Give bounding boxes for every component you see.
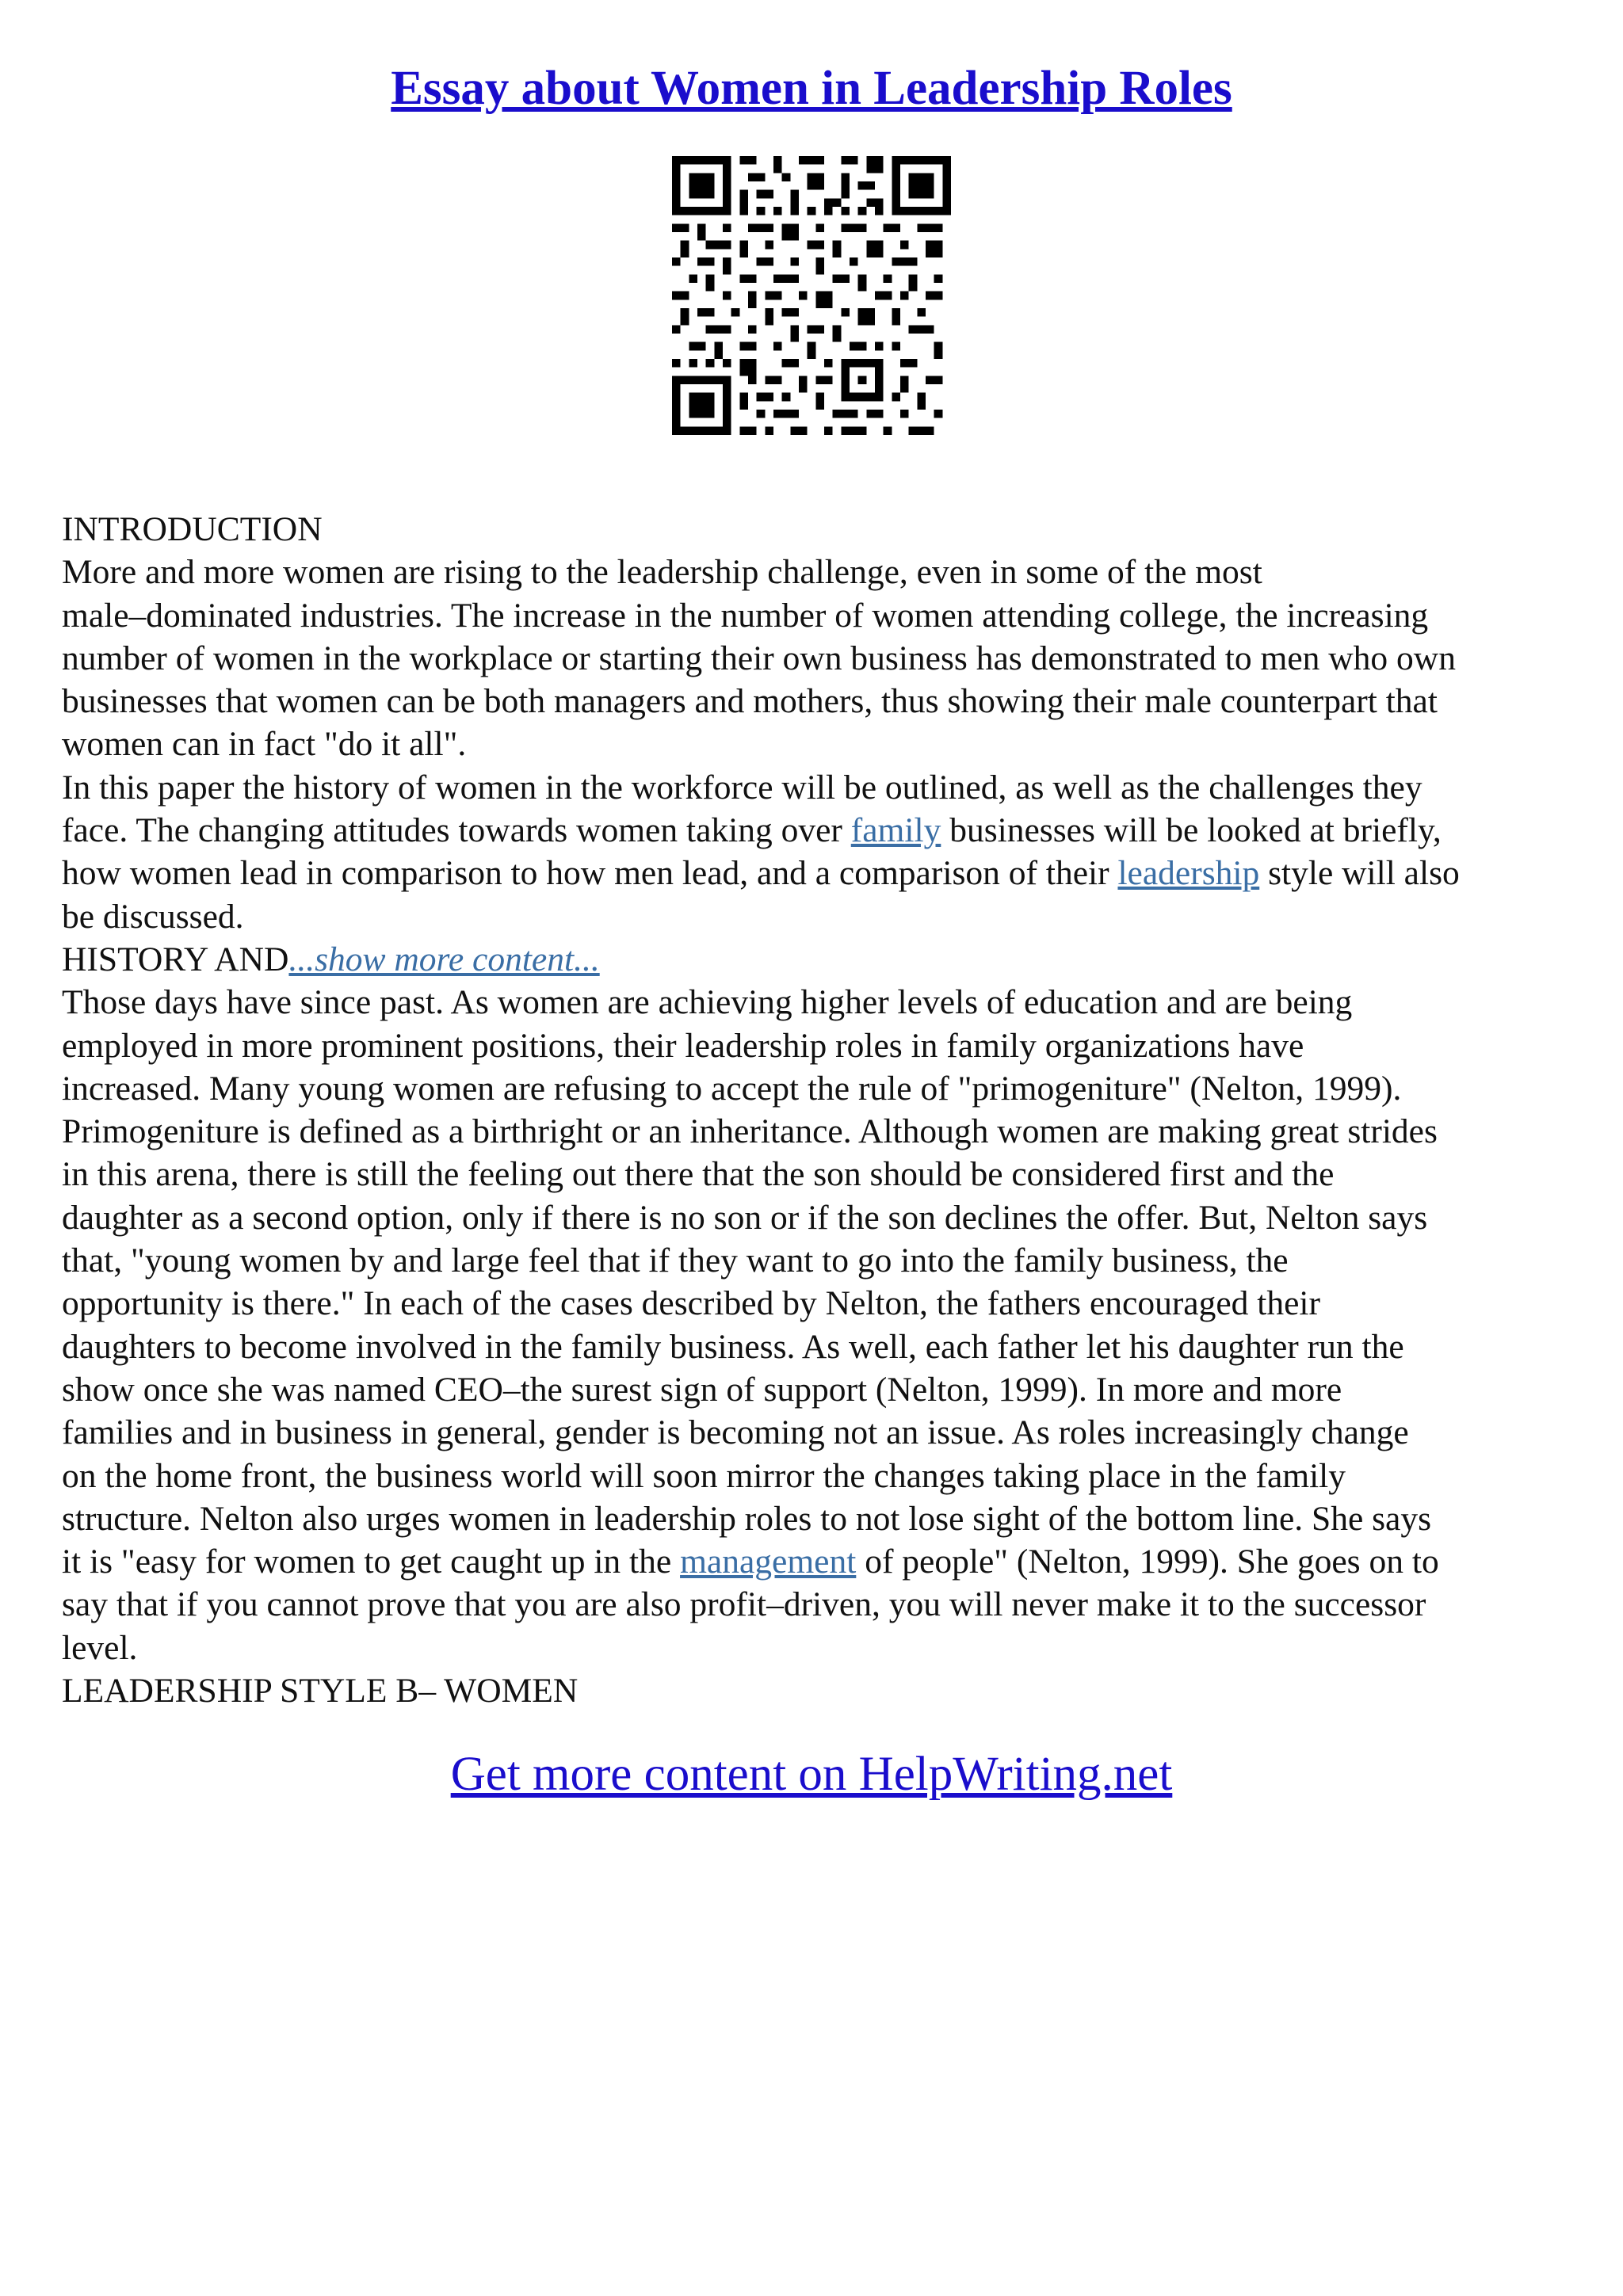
paragraph-line: employed in more prominent positions, their leadership roles in family organizations have — [62, 1026, 1304, 1065]
paragraph-line: show once she was named CEO–the surest sign of support (Nelton, 1999). In more and more — [62, 1370, 1342, 1409]
text-segment: face. The changing attitudes towards women taking over — [62, 811, 851, 850]
paragraph-line: in this arena, there is still the feeling out there that the son should be considered first and the — [62, 1155, 1335, 1194]
text-segment: businesses will be looked at briefly, — [941, 811, 1442, 850]
paragraph-line — [62, 852, 1568, 894]
footer — [0, 1743, 1623, 1806]
get-more-content-link[interactable]: Get more content on HelpWriting.net — [450, 1748, 1173, 1801]
text-segment: style will also — [1259, 854, 1460, 893]
paragraph-line: number of women in the workplace or starting their own business has demonstrated to men who own — [62, 639, 1456, 677]
text-segment: of people" (Nelton, 1999). She goes on to — [856, 1543, 1439, 1581]
family-link[interactable]: family — [850, 811, 941, 850]
paragraph-line: businesses that women can be both managers and mothers, thus showing their male counterpart that — [62, 682, 1438, 721]
page-title — [0, 57, 1623, 120]
section-heading-leadership-style: LEADERSHIP STYLE B– WOMEN — [62, 1672, 579, 1711]
section-heading-introduction: INTRODUCTION — [62, 510, 323, 548]
paragraph-line: level. — [62, 1628, 138, 1667]
show-more-link[interactable]: ...show more content... — [288, 940, 600, 978]
paragraph-line: on the home front, the business world will soon mirror the changes taking place in the family — [62, 1456, 1346, 1495]
text-segment: it is "easy for women to get caught up in the — [62, 1543, 681, 1581]
qr-code-icon — [672, 156, 951, 435]
paragraph-line: opportunity is there." In each of the cases described by Nelton, the fathers encouraged their — [62, 1284, 1321, 1323]
section-heading-history — [62, 938, 1568, 981]
paragraph-line: More and more women are rising to the leadership challenge, even in some of the most — [62, 553, 1262, 592]
paragraph-line: daughters to become involved in the family business. As well, each father let his daughter run the — [62, 1327, 1404, 1366]
paragraph-line: male–dominated industries. The increase in the number of women attending college, the increasing — [62, 596, 1429, 635]
paragraph-line: Those days have since past. As women are achieving higher levels of education and are being — [62, 983, 1353, 1022]
paragraph-line: families and in business in general, gender is becoming not an issue. As roles increasingly change — [62, 1413, 1409, 1452]
text-segment: HISTORY AND — [62, 940, 289, 978]
paragraph-line: structure. Nelton also urges women in leadership roles to not lose sight of the bottom line. She says — [62, 1499, 1432, 1538]
title-link[interactable]: Essay about Women in Leadership Roles — [391, 62, 1232, 115]
paragraph-line: increased. Many young women are refusing to accept the rule of "primogeniture" (Nelton, 1999). — [62, 1069, 1402, 1108]
management-link[interactable]: management — [680, 1543, 857, 1581]
text-segment: how women lead in comparison to how men lead, and a comparison of their — [62, 854, 1118, 893]
paragraph-line: daughter as a second option, only if there is no son or if the son declines the offer. But, Nelton says — [62, 1198, 1428, 1237]
paragraph-line: In this paper the history of women in the workforce will be outlined, as well as the challenges they — [62, 768, 1423, 807]
essay-body — [62, 508, 1568, 1712]
paragraph-line: that, "young women by and large feel that if they want to go into the family business, the — [62, 1241, 1289, 1280]
paragraph-line — [62, 1540, 1568, 1583]
paragraph-line — [62, 809, 1568, 852]
paragraph-line: Primogeniture is defined as a birthright or an inheritance. Although women are making great strides — [62, 1112, 1438, 1151]
paragraph-line: women can in fact "do it all". — [62, 725, 467, 764]
paragraph-line: be discussed. — [62, 897, 244, 936]
paragraph-line: say that if you cannot prove that you are also profit–driven, you will never make it to the successor — [62, 1585, 1426, 1624]
leadership-link[interactable]: leadership — [1117, 854, 1260, 893]
